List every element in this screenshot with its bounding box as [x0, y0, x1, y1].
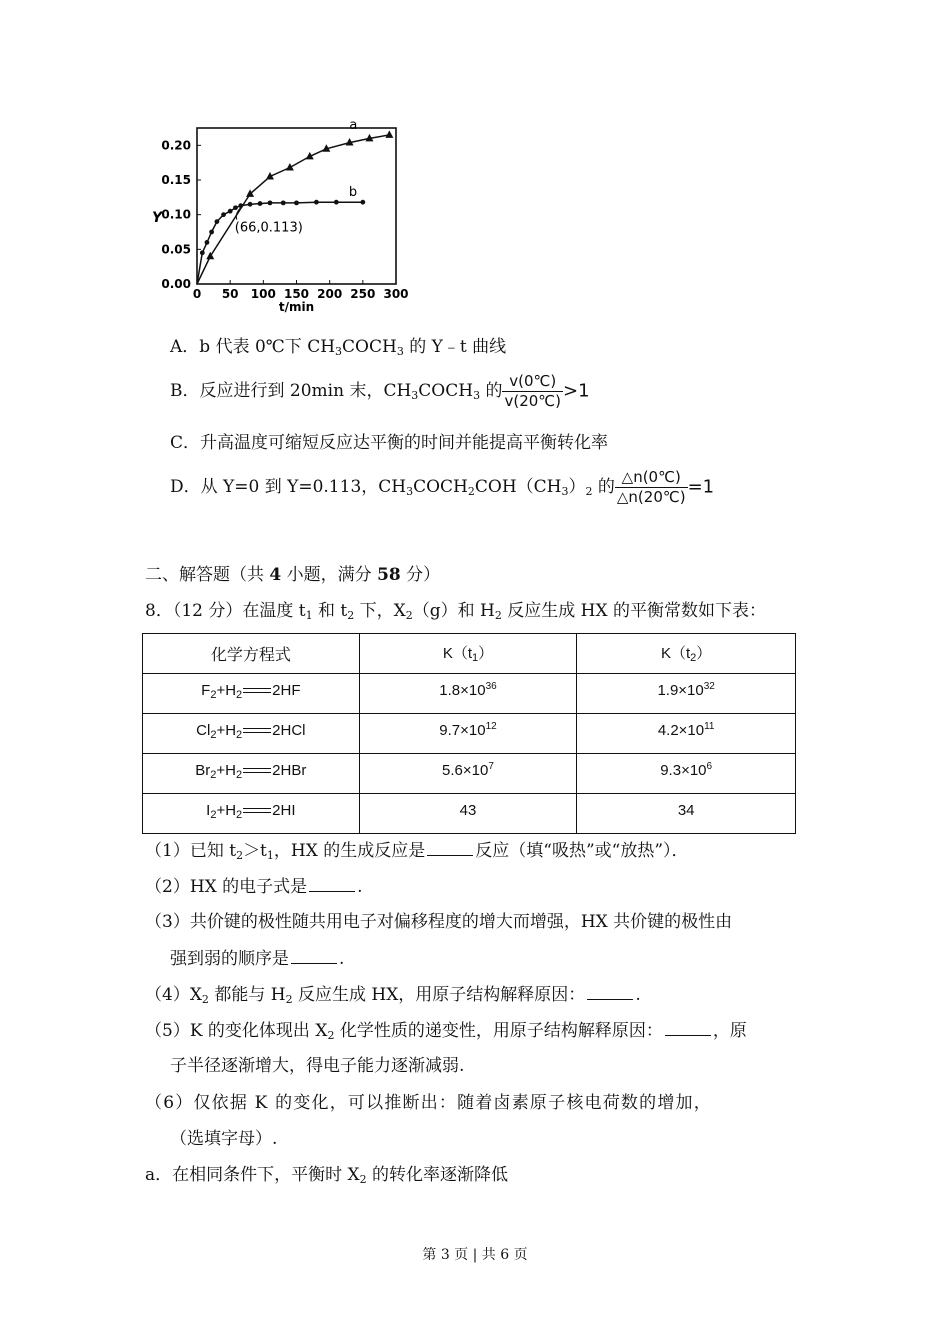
- equation-cell: $F_2+H_2$ 2HF: [143, 674, 360, 714]
- option-c: C．升高温度可缩短反应达平衡的时间并能提高平衡转化率: [170, 433, 609, 453]
- plot-frame: [197, 128, 396, 284]
- data-point-b: [205, 240, 210, 245]
- data-point-b: [258, 201, 263, 206]
- section-heading: 二、解答题（共 4 小题，满分 58 分）: [145, 565, 441, 585]
- data-point-b: [215, 219, 220, 224]
- header-equation: 化学方程式: [143, 634, 360, 674]
- table-row: [143, 714, 796, 754]
- series-line-a: [197, 135, 389, 284]
- page-footer: 第 3 页 | 共 6 页: [422, 1247, 528, 1263]
- series-label-a: a: [349, 118, 358, 133]
- equilibrium-arrow-icon: [243, 726, 271, 736]
- k-t1-cell: $5.6\times 10^7$: [359, 754, 577, 794]
- table-header-row: [143, 634, 796, 674]
- option-a: A．b 代表 0℃下 $CH_3COCH_3$ 的 Y﹣t 曲线: [170, 337, 507, 358]
- data-point-b: [248, 202, 253, 207]
- sub-question-1: （1）已知 $t_2>t_1$，HX 的生成反应是 反应（填“吸热”或“放热”）．: [145, 841, 689, 862]
- annotation-label: (66,0.113): [234, 220, 303, 236]
- x-tick-label: 0: [192, 287, 202, 301]
- x-tick-label: 150: [283, 287, 310, 301]
- x-tick-label: 200: [317, 287, 343, 301]
- equilibrium-arrow-icon: [243, 766, 271, 776]
- sub-question-6-cont: （选填字母）.: [170, 1129, 278, 1149]
- y-tick-label: 0.20: [161, 138, 191, 153]
- header-k-t1: $K(t_1)$: [359, 634, 577, 674]
- x-axis-label: t/min: [278, 300, 315, 314]
- equation-cell: $I_2+H_2$ 2HI: [143, 794, 360, 834]
- k-t1-cell: $9.7\times 10^{12}$: [359, 714, 577, 754]
- data-point-b: [200, 250, 205, 255]
- data-point-b: [268, 200, 273, 205]
- table-row: [143, 794, 796, 834]
- data-point-b: [281, 200, 286, 205]
- data-point-b: [334, 200, 339, 205]
- y-tick-label: 0.10: [161, 207, 191, 222]
- equilibrium-constant-table: [142, 633, 796, 834]
- header-k-t2: $K(t_2)$: [577, 634, 796, 674]
- option-b: B．反应进行到 20min 末，$CH_3COCH_3$ 的 $\frac{v(0℃)}{v(20℃)}$ >1: [170, 372, 590, 410]
- y-tick-label: 0.00: [161, 277, 191, 291]
- question-8-stem: 8．（12 分）在温度 $t_1$ 和 $t_2$ 下，$X_2(g)$和 $H_2$ 反应生成 HX 的平衡常数如下表：: [145, 601, 767, 622]
- series-label-b: b: [348, 185, 358, 201]
- answer-blank[interactable]: [587, 983, 633, 1000]
- sub-question-6: （6）仅依据 K 的变化，可以推断出：随着卤素原子核电荷数的增加，: [145, 1093, 712, 1113]
- k-t2-cell: $4.2\times 10^{11}$: [577, 714, 796, 754]
- sub-question-3-cont: 强到弱的顺序是 .: [170, 949, 345, 969]
- k-t2-cell: $1.9\times 10^{32}$: [577, 674, 796, 714]
- equation-cell: $Br_2+H_2$ 2HBr: [143, 754, 360, 794]
- x-tick-label: 50: [221, 287, 239, 301]
- answer-blank[interactable]: [309, 875, 355, 892]
- y-tick-label: 0.15: [161, 173, 191, 187]
- y-tick-label: 0.05: [161, 242, 191, 257]
- answer-blank[interactable]: [427, 839, 473, 856]
- choice-a: a．在相同条件下，平衡时 $X_2$ 的转化率逐渐降低: [145, 1165, 509, 1186]
- answer-blank[interactable]: [665, 1019, 711, 1036]
- sub-question-4: $(4)X_2$ 都能与 $H_2$ 反应生成 HX，用原子结构解释原因： .: [145, 985, 641, 1006]
- k-t1-cell: 43: [359, 794, 577, 834]
- equilibrium-arrow-icon: [243, 686, 271, 696]
- option-d: D．从 Y=0 到 Y=0.113，$CH_3COCH_2COH(CH_3)_2$ 的 $\frac{\triangle n(0℃)}{\triangle n(20℃)}$ =1: [170, 468, 715, 506]
- answer-blank[interactable]: [291, 947, 337, 964]
- table-row: [143, 674, 796, 714]
- k-t1-cell: $1.8\times 10^{36}$: [359, 674, 577, 714]
- x-tick-label: 100: [250, 287, 276, 301]
- sub-question-2: （2）HX 的电子式是 .: [145, 877, 363, 897]
- data-point-b: [221, 212, 226, 217]
- sub-question-5: （5）K 的变化体现出 $X_2$ 化学性质的递变性，用原子结构解释原因： ，原: [145, 1021, 747, 1042]
- data-point-b: [314, 200, 319, 205]
- k-t2-cell: 34: [577, 794, 796, 834]
- data-point-b: [238, 203, 243, 208]
- k-t2-cell: $9.3\times 10^6$: [577, 754, 796, 794]
- equilibrium-arrow-icon: [243, 806, 271, 816]
- data-point-b: [209, 230, 214, 235]
- x-tick-label: 250: [350, 287, 376, 301]
- rate-fraction: $\frac{v(0℃)}{v(20℃)}$: [504, 372, 561, 410]
- sub-question-3: （3）共价键的极性随共用电子对偏移程度的增大而增强，HX 共价键的极性由: [145, 912, 733, 932]
- data-point-b: [360, 200, 365, 205]
- y-t-chart: [140, 118, 430, 318]
- x-tick-label: 300: [383, 287, 409, 301]
- mole-fraction: $\frac{\triangle n(0℃)}{\triangle n(20℃)}$: [616, 468, 686, 506]
- data-point-b: [233, 205, 238, 210]
- equation-cell: $Cl_2+H_2$ 2HCl: [143, 714, 360, 754]
- data-point-b: [294, 200, 299, 205]
- sub-question-5-cont: 子半径逐渐增大，得电子能力逐渐减弱.: [170, 1056, 465, 1076]
- table-row: [143, 754, 796, 794]
- data-point-a: [385, 130, 393, 138]
- data-point-b: [228, 209, 233, 214]
- y-axis-label: Y: [152, 210, 163, 226]
